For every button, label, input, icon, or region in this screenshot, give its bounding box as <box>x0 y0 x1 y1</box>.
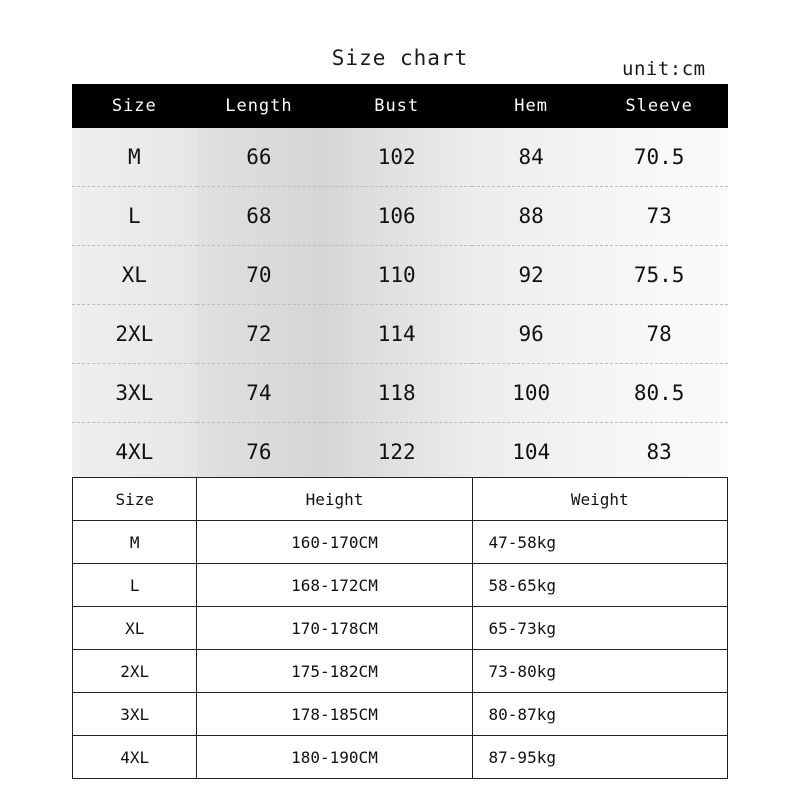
cell-height: 160-170CM <box>197 521 472 564</box>
table-header-row <box>73 478 728 521</box>
cell-bust: 122 <box>321 423 472 482</box>
table-row <box>72 246 728 305</box>
column-header-length: Length <box>225 96 293 116</box>
cell-bust: 102 <box>321 128 472 187</box>
measurement-table-body <box>72 128 728 481</box>
cell-size: 3XL <box>73 693 197 736</box>
cell-weight: 80-87kg <box>472 693 727 736</box>
page-title: Size chart <box>331 46 469 70</box>
cell-hem: 100 <box>472 364 590 423</box>
table-row <box>72 305 728 364</box>
measurement-table <box>72 84 728 481</box>
column-header-hem: Hem <box>514 96 549 116</box>
unit-note: unit:cm <box>622 58 706 80</box>
cell-size: XL <box>73 607 197 650</box>
cell-hem: 84 <box>472 128 590 187</box>
cell-size: 4XL <box>72 423 197 482</box>
column-header-sleeve: Sleeve <box>625 96 693 116</box>
cell-sleeve: 70.5 <box>590 128 728 187</box>
cell-height: 168-172CM <box>197 564 472 607</box>
cell-sleeve: 80.5 <box>590 364 728 423</box>
table-row <box>73 564 728 607</box>
cell-size: 4XL <box>73 736 197 779</box>
table-row <box>72 128 728 187</box>
measurement-table-header <box>72 84 728 128</box>
cell-hem: 88 <box>472 187 590 246</box>
cell-length: 72 <box>197 305 322 364</box>
cell-bust: 114 <box>321 305 472 364</box>
cell-size: XL <box>72 246 197 305</box>
cell-size: 2XL <box>73 650 197 693</box>
body-size-table <box>72 477 728 779</box>
column-header-weight: Weight <box>472 478 727 521</box>
table-row <box>72 364 728 423</box>
table-row <box>73 607 728 650</box>
cell-length: 68 <box>197 187 322 246</box>
cell-weight: 58-65kg <box>472 564 727 607</box>
column-header-size: Size <box>73 478 197 521</box>
body-size-table-body <box>73 521 728 779</box>
cell-size: 3XL <box>72 364 197 423</box>
cell-size: M <box>72 128 197 187</box>
cell-size: L <box>73 564 197 607</box>
cell-sleeve: 83 <box>590 423 728 482</box>
cell-sleeve: 75.5 <box>590 246 728 305</box>
table-row <box>73 736 728 779</box>
cell-weight: 87-95kg <box>472 736 727 779</box>
cell-length: 76 <box>197 423 322 482</box>
table-row <box>73 521 728 564</box>
table-row <box>73 650 728 693</box>
cell-length: 70 <box>197 246 322 305</box>
body-size-table-header <box>73 478 728 521</box>
cell-length: 74 <box>197 364 322 423</box>
column-header-bust: Bust <box>374 96 420 116</box>
cell-size: L <box>72 187 197 246</box>
cell-bust: 110 <box>321 246 472 305</box>
table-row <box>72 423 728 482</box>
cell-bust: 106 <box>321 187 472 246</box>
cell-length: 66 <box>197 128 322 187</box>
column-header-size: Size <box>111 96 157 116</box>
cell-height: 170-178CM <box>197 607 472 650</box>
cell-height: 178-185CM <box>197 693 472 736</box>
table-row <box>72 187 728 246</box>
column-header-height: Height <box>197 478 472 521</box>
cell-size: M <box>73 521 197 564</box>
cell-weight: 47-58kg <box>472 521 727 564</box>
cell-hem: 92 <box>472 246 590 305</box>
cell-height: 180-190CM <box>197 736 472 779</box>
cell-sleeve: 78 <box>590 305 728 364</box>
table-header-row <box>72 84 728 128</box>
cell-sleeve: 73 <box>590 187 728 246</box>
cell-size: 2XL <box>72 305 197 364</box>
cell-hem: 104 <box>472 423 590 482</box>
cell-bust: 118 <box>321 364 472 423</box>
cell-hem: 96 <box>472 305 590 364</box>
cell-height: 175-182CM <box>197 650 472 693</box>
table-row <box>73 693 728 736</box>
cell-weight: 65-73kg <box>472 607 727 650</box>
cell-weight: 73-80kg <box>472 650 727 693</box>
